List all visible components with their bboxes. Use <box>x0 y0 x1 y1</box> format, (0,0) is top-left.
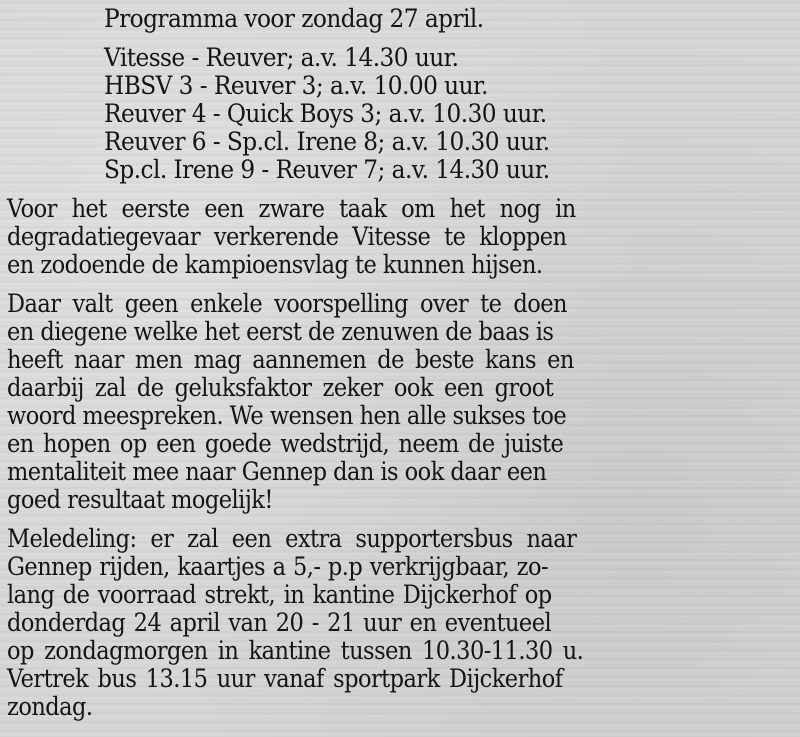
paragraph-line: woord meespreken. We wensen hen alle sukses toe <box>7 401 567 430</box>
paragraph-line: lang de voorraad strekt, in kantine Dijckerhof op <box>7 580 552 609</box>
paragraph-line: Vertrek bus 13.15 uur vanaf sportpark Dijckerhof <box>7 664 563 693</box>
paragraph-line: Gennep rijden, kaartjes a 5,- p.p verkrijgbaar, zo- <box>7 552 549 581</box>
paragraph-line: donderdag 24 april van 20 - 21 uur en eventueel <box>7 608 552 637</box>
schedule-item: Vitesse - Reuver; a.v. 14.30 uur. <box>104 43 459 72</box>
paragraph-line: heeft naar men mag aannemen de beste kans en <box>7 345 574 374</box>
paragraph-line: Voor het eerste een zware taak om het nog in <box>7 194 576 223</box>
paragraph-line: op zondagmorgen in kantine tussen 10.30-11.30 u. <box>7 636 584 665</box>
paragraph-line: goed resultaat mogelijk! <box>7 485 273 514</box>
schedule-item: HBSV 3 - Reuver 3; a.v. 10.00 uur. <box>104 71 488 100</box>
paragraph-line: mentaliteit mee naar Gennep dan is ook daar een <box>7 457 547 486</box>
schedule-item: Reuver 6 - Sp.cl. Irene 8; a.v. 10.30 uur. <box>104 127 550 156</box>
paragraph-line: en zodoende de kampioensvlag te kunnen hijsen. <box>7 250 543 279</box>
paragraph-line: Meledeling: er zal een extra supportersbus naar <box>7 524 577 553</box>
paragraph-line: en hopen op een goede wedstrijd, neem de juiste <box>7 429 564 458</box>
paragraph-line: Daar valt geen enkele voorspelling over te doen <box>7 289 568 318</box>
paragraph-line: zondag. <box>7 692 93 721</box>
paragraph-line: degradatiegevaar verkerende Vitesse te kloppen <box>7 222 567 251</box>
paragraph-line: daarbij zal de geluksfaktor zeker ook een groot <box>7 373 554 402</box>
schedule-item: Reuver 4 - Quick Boys 3; a.v. 10.30 uur. <box>104 99 547 128</box>
schedule-item: Sp.cl. Irene 9 - Reuver 7; a.v. 14.30 uur. <box>104 155 550 184</box>
paragraph-line: en diegene welke het eerst de zenuwen de baas is <box>7 317 554 346</box>
schedule-title: Programma voor zondag 27 april. <box>104 4 484 33</box>
